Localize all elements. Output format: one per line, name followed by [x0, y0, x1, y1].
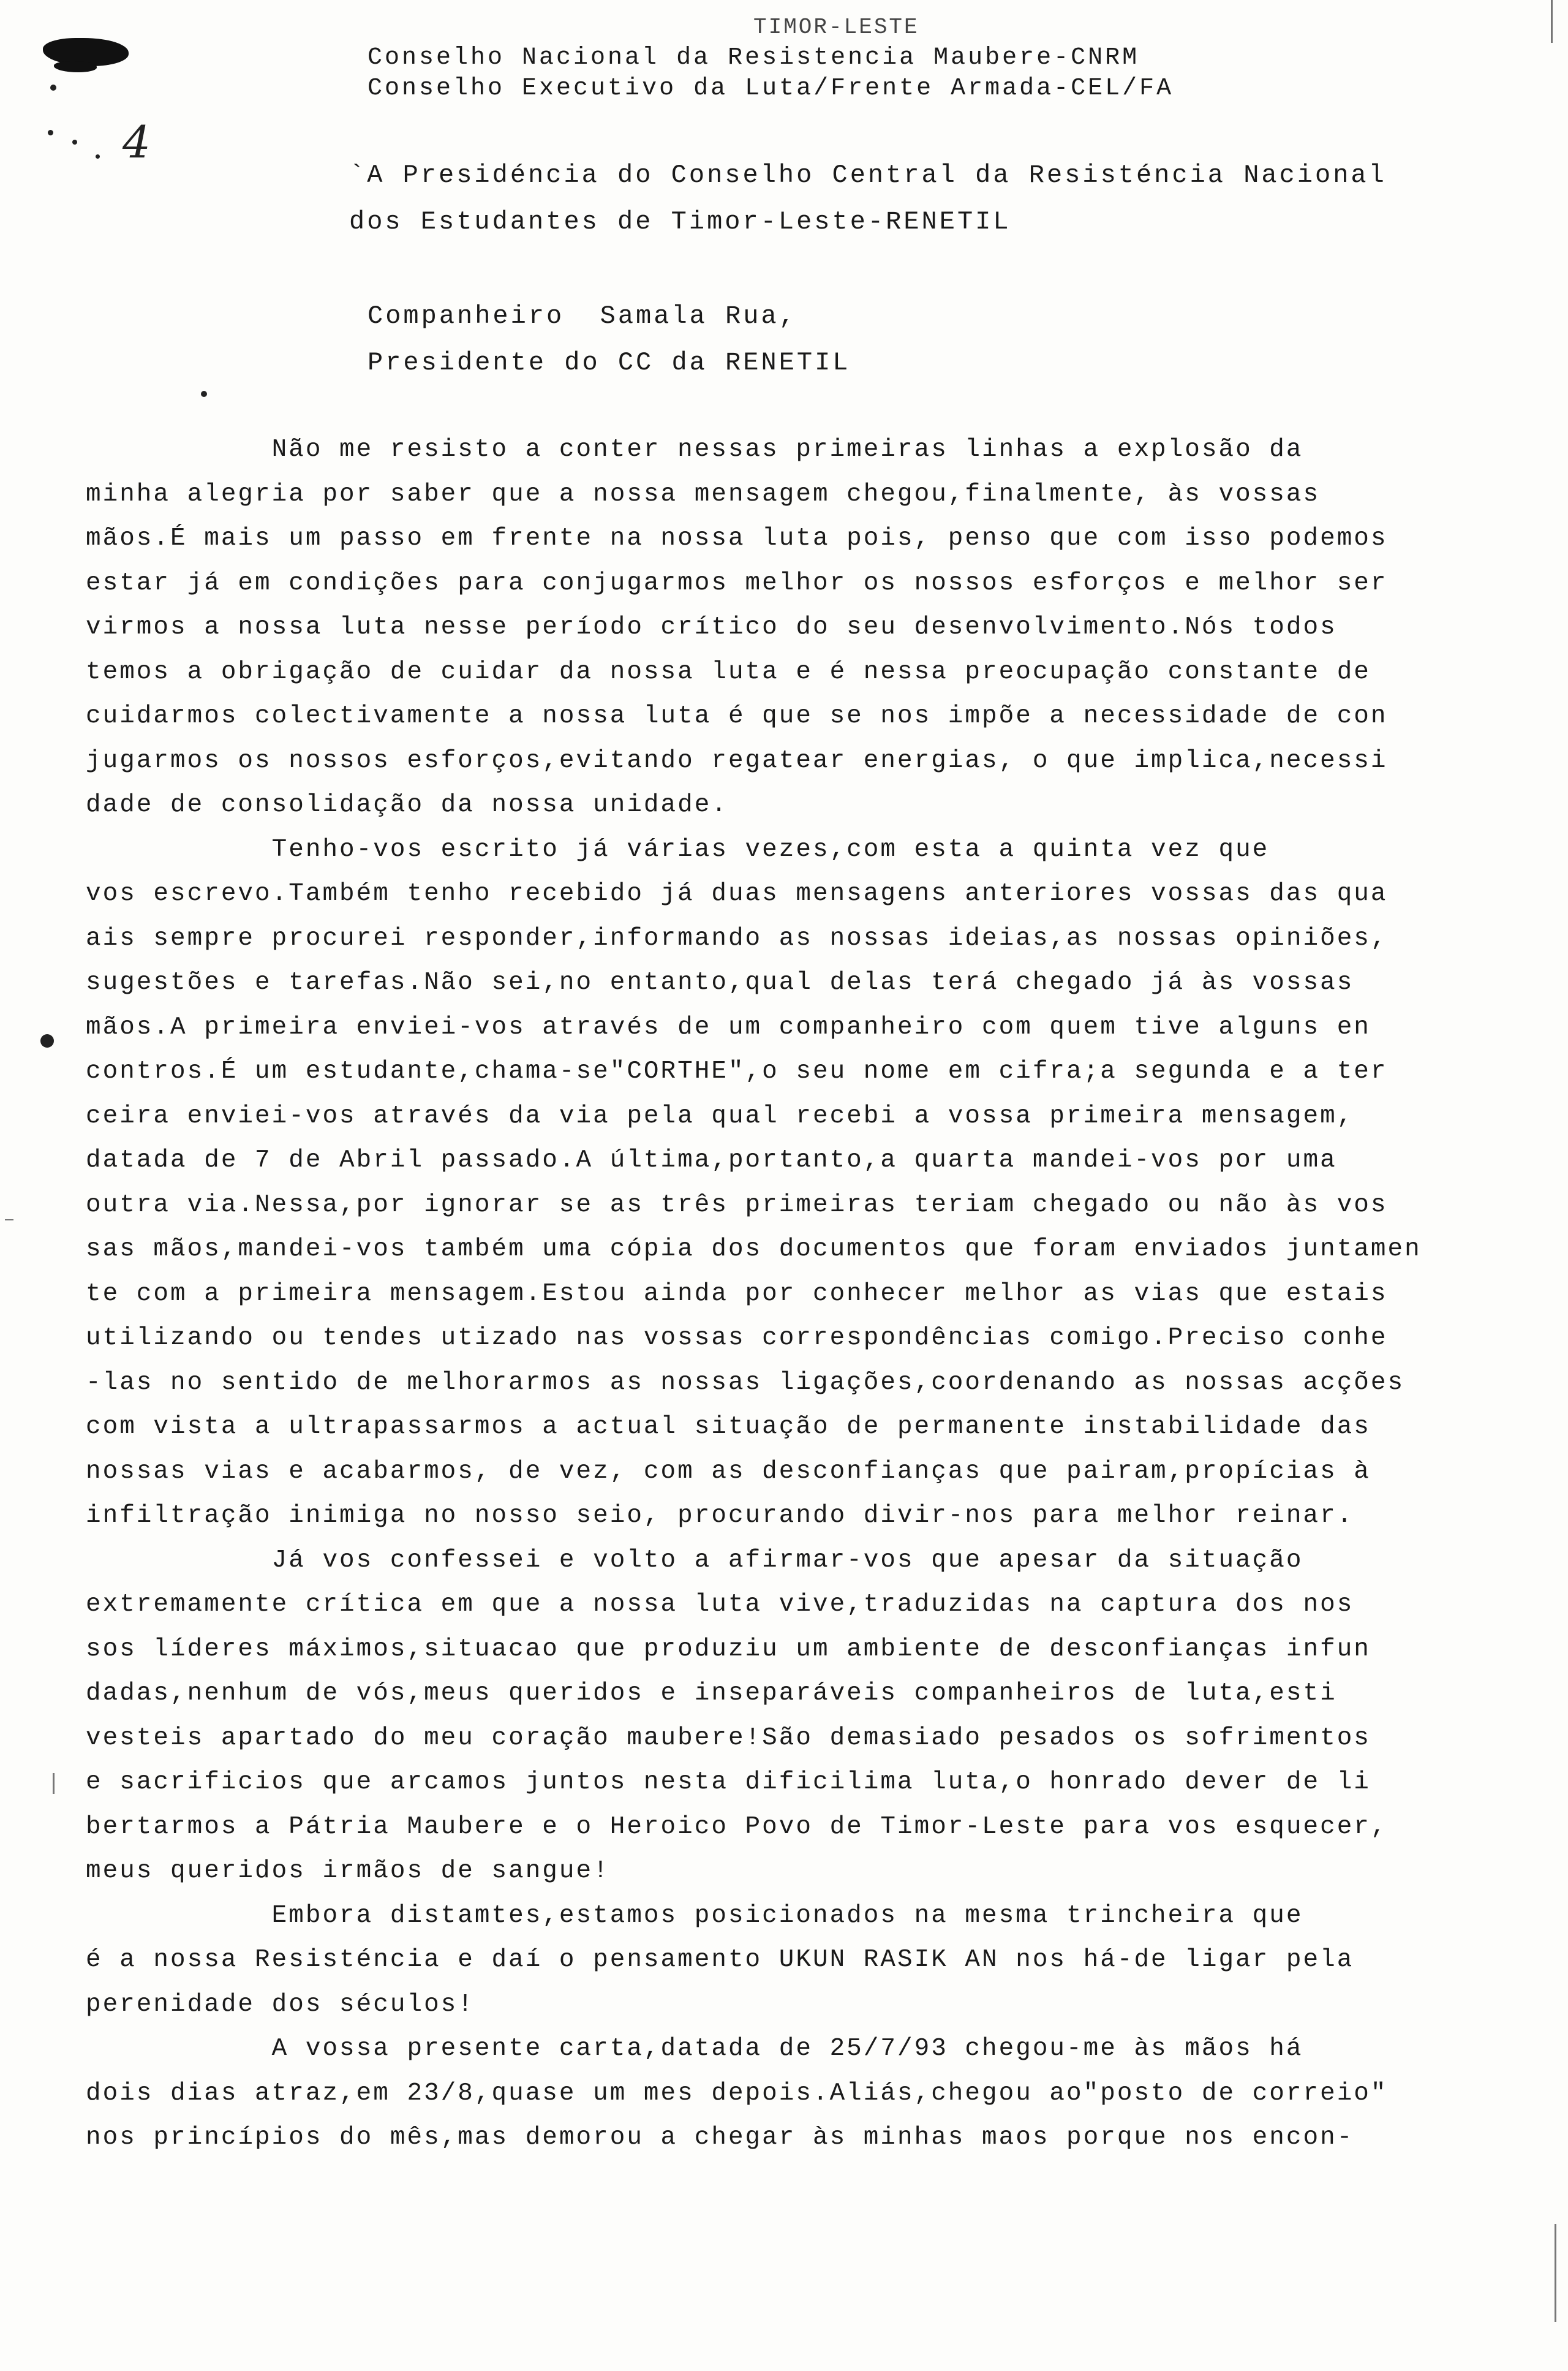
letterhead — [368, 12, 1174, 104]
letterhead-line-1: Conselho Nacional da Resistencia Maubere-CNRM — [368, 44, 1140, 72]
body-line: estar já em condições para conjugarmos melhor os nossos esforços e melhor ser — [86, 569, 1388, 597]
body-line: dadas,nenhum de vós,meus queridos e inseparáveis companheiros de luta,esti — [86, 1679, 1337, 1707]
body-line: e sacrificios que arcamos juntos nesta dificilima luta,o honrado dever de li — [86, 1768, 1371, 1796]
body-line: jugarmos os nossos esforços,evitando regatear energias, o que implica,necessi — [86, 746, 1388, 775]
body-line: extremamente crítica em que a nossa luta vive,traduzidas na captura dos nos — [86, 1590, 1354, 1619]
salutation-block — [368, 293, 851, 386]
handwritten-page-number: 4 — [123, 116, 151, 168]
body-line: vos escrevo.Também tenho recebido já duas mensagens anteriores vossas das qua — [86, 880, 1388, 908]
recipient-line-1: `A Presidéncia do Conselho Central da Resisténcia Nacional — [349, 161, 1387, 190]
body-line: infiltração inimiga no nosso seio, procurando divir-nos para melhor reinar. — [86, 1502, 1354, 1530]
body-line: virmos a nossa luta nesse período crítico do seu desenvolvimento.Nós todos — [86, 613, 1337, 641]
body-line: nos princípios do mês,mas demorou a chegar às minhas maos porque nos encon- — [86, 2123, 1354, 2152]
body-line: Tenho-vos escrito já várias vezes,com esta a quinta vez que — [86, 835, 1270, 864]
body-line: Não me resisto a conter nessas primeiras linhas a explosão da — [86, 436, 1303, 464]
ink-dot — [72, 140, 77, 145]
body-line: bertarmos a Pátria Maubere e o Heroico Povo de Timor-Leste para vos esquecer, — [86, 1812, 1388, 1841]
body-line: temos a obrigação de cuidar da nossa luta e é nessa preocupação constante de — [86, 657, 1371, 686]
ink-dot — [40, 1034, 54, 1048]
ink-blot — [54, 61, 97, 72]
ink-dot — [48, 130, 53, 135]
body-line: nossas vias e acabarmos, de vez, com as desconfianças que pairam,propícias à — [86, 1457, 1371, 1486]
letterhead-line-2: Conselho Executivo da Luta/Frente Armada-CEL/FA — [368, 75, 1174, 102]
body-line: sos líderes máximos,situacao que produziu um ambiente de desconfianças infun — [86, 1635, 1371, 1663]
ink-dot — [50, 85, 56, 91]
body-line: outra via.Nessa,por ignorar se as três primeiras teriam chegado ou não às vos — [86, 1190, 1388, 1219]
body-line: sas mãos,mandei-vos também uma cópia dos documentos que foram enviados juntamen — [86, 1235, 1422, 1263]
body-line: dois dias atraz,em 23/8,quase um mes depois.Aliás,chegou ao"posto de correio" — [86, 2079, 1388, 2108]
body-line: mãos.É mais um passo em frente na nossa luta pois, penso que com isso podemos — [86, 524, 1388, 553]
body-line: datada de 7 de Abril passado.A última,portanto,a quarta mandei-vos por uma — [86, 1146, 1337, 1174]
scan-edge-mark — [53, 1773, 55, 1794]
letter-body — [86, 428, 1513, 2160]
scan-edge-mark — [5, 1219, 13, 1220]
salutation-line-1: Companheiro Samala Rua, — [368, 301, 797, 331]
body-line: vesteis apartado do meu coração maubere!São demasiado pesados os sofrimentos — [86, 1723, 1371, 1752]
country-heading: TIMOR-LESTE — [753, 15, 919, 40]
body-line: Embora distamtes,estamos posicionados na mesma trincheira que — [86, 1901, 1303, 1930]
body-line: sugestões e tarefas.Não sei,no entanto,qual delas terá chegado já às vossas — [86, 969, 1354, 997]
body-line: ais sempre procurei responder,informando as nossas ideias,as nossas opiniões, — [86, 924, 1388, 953]
body-line: dade de consolidação da nossa unidade. — [86, 791, 728, 819]
recipient-block — [349, 152, 1387, 245]
body-line: mãos.A primeira enviei-vos através de um companheiro com quem tive alguns en — [86, 1013, 1371, 1042]
scan-edge-mark — [1551, 0, 1553, 43]
ink-dot — [201, 391, 207, 397]
body-line: cuidarmos colectivamente a nossa luta é que se nos impõe a necessidade de con — [86, 702, 1388, 730]
body-line: Já vos confessei e volto a afirmar-vos que apesar da situação — [86, 1546, 1303, 1575]
scan-edge-mark — [1555, 2224, 1556, 2322]
body-line: A vossa presente carta,datada de 25/7/93 chegou-me às mãos há — [86, 2035, 1303, 2063]
body-line: meus queridos irmãos de sangue! — [86, 1857, 610, 1885]
salutation-line-2: Presidente do CC da RENETIL — [368, 348, 851, 377]
body-line: utilizando ou tendes utizado nas vossas correspondências comigo.Preciso conhe — [86, 1324, 1388, 1352]
body-line: -las no sentido de melhorarmos as nossas ligações,coordenando as nossas acções — [86, 1368, 1405, 1397]
recipient-line-2: dos Estudantes de Timor-Leste-RENETIL — [349, 207, 1011, 236]
body-line: ceira enviei-vos através da via pela qual recebi a vossa primeira mensagem, — [86, 1102, 1354, 1130]
body-line: minha alegria por saber que a nossa mensagem chegou,finalmente, às vossas — [86, 480, 1321, 509]
body-line: perenidade dos séculos! — [86, 1990, 475, 2019]
ink-dot — [96, 154, 100, 159]
body-line: com vista a ultrapassarmos a actual situação de permanente instabilidade das — [86, 1413, 1371, 1441]
body-line: contros.É um estudante,chama-se"CORTHE",o seu nome em cifra;a segunda e a ter — [86, 1057, 1388, 1086]
body-line: é a nossa Resisténcia e daí o pensamento UKUN RASIK AN nos há-de ligar pela — [86, 1946, 1354, 1974]
body-line: te com a primeira mensagem.Estou ainda por conhecer melhor as vias que estais — [86, 1279, 1388, 1308]
